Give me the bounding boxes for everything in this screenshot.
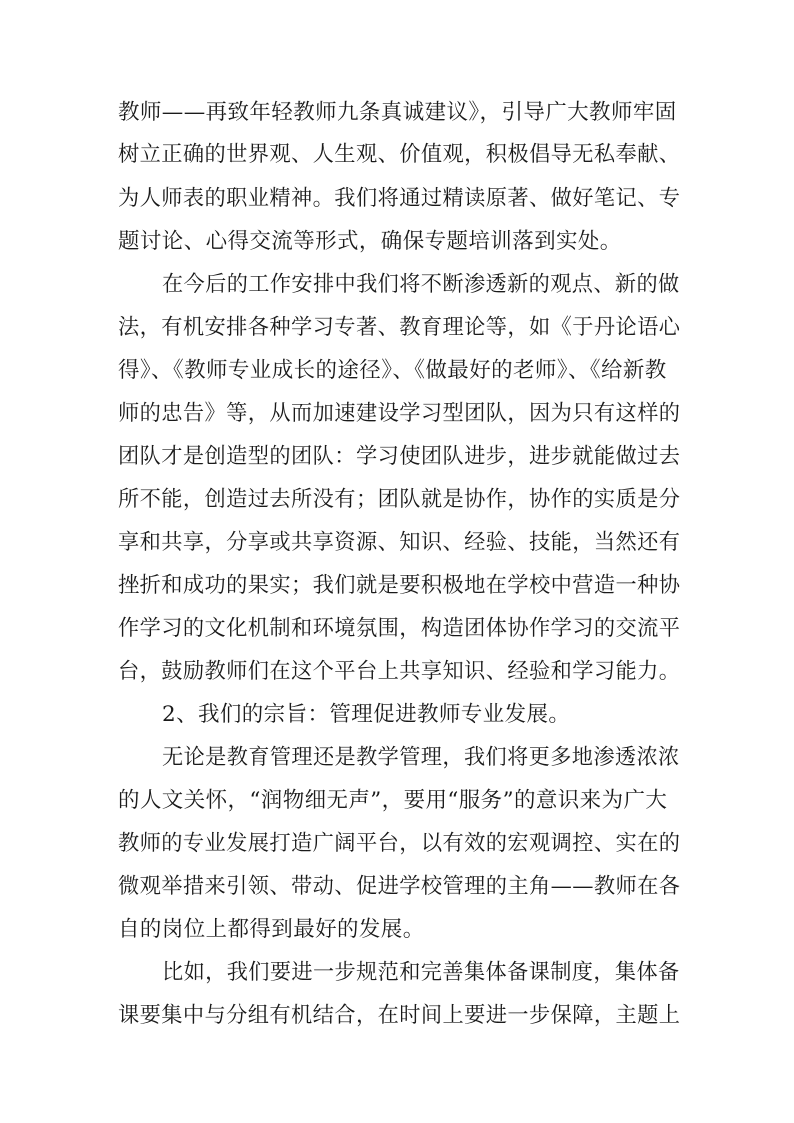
text-line-4: 题讨论、心得交流等形式，确保专题培训落到实处。 <box>118 229 622 254</box>
text-line-22: 课要集中与分组有机结合，在时间上要进一步保障，主题上 <box>118 1003 681 1028</box>
text-line-16: 无论是教育管理还是教学管理，我们将更多地渗透浓浓 <box>162 745 680 770</box>
text-line-9: 团队才是创造型的团队：学习使团队进步，进步就能做过去 <box>118 444 681 469</box>
text-line-3: 为人师表的职业精神。我们将通过精读原著、做好笔记、专 <box>118 186 681 211</box>
text-line-13: 作学习的文化机制和环境氛围，构造团体协作学习的交流平 <box>118 616 681 641</box>
text-line-7: 得》、《教师专业成长的途径》、《做最好的老师》、《给新教 <box>118 358 667 383</box>
text-line-6: 法，有机安排各种学习专著、教育理论等，如《于丹论语心 <box>118 315 681 340</box>
text-line-20: 自的岗位上都得到最好的发展。 <box>118 917 425 942</box>
text-line-21: 比如，我们要进一步规范和完善集体备课制度，集体备 <box>162 960 680 985</box>
text-line-12: 挫折和成功的果实；我们就是要积极地在学校中营造一种协 <box>118 573 681 598</box>
text-line-2: 树立正确的世界观、人生观、价值观，积极倡导无私奉献、 <box>118 142 681 167</box>
text-line-14: 台，鼓励教师们在这个平台上共享知识、经验和学习能力。 <box>118 659 681 684</box>
text-line-1: 教师——再致年轻教师九条真诚建议》，引导广大教师牢固 <box>118 100 677 125</box>
text-line-15: 2、我们的宗旨：管理促进教师专业发展。 <box>162 702 571 727</box>
text-line-5: 在今后的工作安排中我们将不断渗透新的观点、新的做 <box>162 272 680 297</box>
text-line-17: 的人文关怀，“润物细无声”，要用“服务”的意识来为广大 <box>118 788 668 813</box>
text-line-18: 教师的专业发展打造广阔平台，以有效的宏观调控、实在的 <box>118 831 681 856</box>
text-line-11: 享和共享，分享或共享资源、知识、经验、技能，当然还有 <box>118 530 681 555</box>
text-line-8: 师的忠告》等，从而加速建设学习型团队，因为只有这样的 <box>118 401 681 426</box>
text-line-10: 所不能，创造过去所没有；团队就是协作，协作的实质是分 <box>118 487 681 512</box>
text-line-19: 微观举措来引领、带动、促进学校管理的主角——教师在各 <box>118 874 681 899</box>
